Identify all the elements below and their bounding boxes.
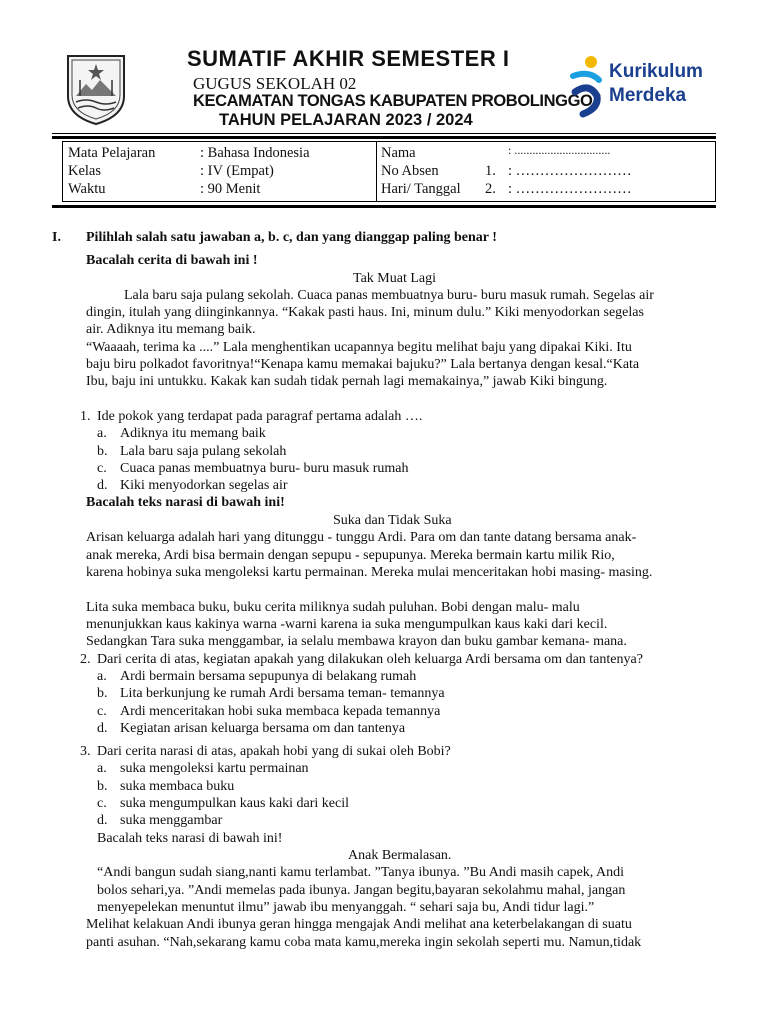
story1-line: air. Adiknya itu memang baik. [86, 322, 256, 337]
option-text: suka membaca buku [120, 779, 235, 794]
absent-no-number: 1. [485, 163, 496, 179]
academic-year: TAHUN PELAJARAN 2023 / 2024 [219, 111, 473, 129]
kurikulum-merdeka-logo [565, 52, 725, 122]
name-label: Nama [381, 145, 416, 161]
option-letter: b. [97, 444, 108, 459]
option-text: Cuaca panas membuatnya buru- buru masuk rumah [120, 461, 409, 476]
story2-prompt: Bacalah teks narasi di bawah ini! [86, 495, 285, 510]
story2-line: karena hobinya suka mengoleksi kartu permainan. Mereka mulai menceritakan hobi masing- masing. [86, 565, 653, 580]
question-number: 1. [80, 409, 91, 424]
option-letter: a. [97, 426, 107, 441]
header-rule-thick [52, 136, 716, 139]
option-text: suka mengoleksi kartu permainan [120, 761, 309, 776]
option-text: Ardi bermain bersama sepupunya di belakang rumah [120, 669, 417, 684]
probolinggo-regency-emblem-icon [64, 50, 128, 126]
logo-word-merdeka: Merdeka [609, 85, 687, 106]
absent-no-label: No Absen [381, 163, 439, 179]
story1-line: dingin, itulah yang diinginkannya. “Kakak pasti haus. Ini, minum dulu.” Kiki menyodorkan segelas [86, 305, 644, 320]
option-letter: c. [97, 796, 107, 811]
option-letter: c. [97, 461, 107, 476]
option-text: Ardi menceritakan hobi suka membaca kepada temannya [120, 704, 441, 719]
story2-line: Sedangkan Tara suka menggambar, ia selalu membawa krayon dan buku gambar kemana- mana. [86, 634, 627, 649]
section-number: I. [52, 230, 61, 245]
story3-prompt: Bacalah teks narasi di bawah ini! [97, 831, 283, 846]
story1-line: baju biru polkadot favoritnya!“Kenapa kamu memakai bajuku?” Lala bertanya dengan kesal.“Kata [86, 357, 640, 372]
option-letter: b. [97, 686, 108, 701]
story3-line: menyepelekan menuntut ilmu” jawab ibu menyanggah. “ sehari saja bu, Andi tidur lagi.” [97, 900, 595, 915]
kurikulum-merdeka-logo-icon [565, 52, 607, 122]
story2-line: menunjukkan kaus kakinya warna -warni karena ia suka mengumpulkan kaus kaki dari kecil. [86, 617, 608, 632]
story1-line: Ibu, baju ini untukku. Kakak kan sudah tidak pernah lagi memakainya,” jawab Kiki bingung. [86, 374, 608, 389]
exam-title: SUMATIF AKHIR SEMESTER I [187, 46, 510, 71]
story1-line: “Waaaah, terima ka ....” Lala menghentikan ucapannya begitu melihat baju yang dipakai Kiki. Itu [86, 340, 632, 355]
story3-line: panti asuhan. “Nah,sekarang kamu coba mata kamu,mereka ingin sekolah seperti mu. Namun,tidak [86, 935, 642, 950]
option-text: Lala baru saja pulang sekolah [120, 444, 287, 459]
regency-emblem [64, 50, 128, 126]
info-rule-thick [52, 205, 716, 208]
option-text: Kiki menyodorkan segelas air [120, 478, 288, 493]
class-label: Kelas [68, 163, 102, 179]
school-cluster: GUGUS SEKOLAH 02 [193, 74, 357, 93]
class-value: : IV (Empat) [200, 163, 274, 179]
subject-label: Mata Pelajaran [68, 145, 156, 161]
student-info-box [62, 141, 716, 202]
option-letter: c. [97, 704, 107, 719]
question-number: 2. [80, 652, 91, 667]
section-instruction: Pilihlah salah satu jawaban a, b. c, dan yang dianggap paling benar ! [86, 230, 497, 245]
option-letter: a. [97, 669, 107, 684]
date-field: : …………………… [508, 181, 632, 197]
district-name: KECAMATAN TONGAS KABUPATEN PROBOLINGGO [193, 92, 593, 110]
option-text: suka menggambar [120, 813, 223, 828]
info-divider [376, 142, 377, 201]
option-text: Adiknya itu memang baik [120, 426, 266, 441]
option-letter: a. [97, 761, 107, 776]
story3-line: bolos sehari,ya. ”Andi memelas pada ibunya. Jangan begitu,bayaran sekolahmu mahal, jangan [97, 883, 626, 898]
option-letter: d. [97, 478, 108, 493]
story2-line: Lita suka membaca buku, buku cerita miliknya sudah puluhan. Bobi dengan malu- malu [86, 600, 580, 615]
story3-title: Anak Bermalasan. [348, 848, 452, 863]
option-text: Lita berkunjung ke rumah Ardi bersama teman- temannya [120, 686, 445, 701]
story3-line: Melihat kelakuan Andi ibunya geran hingga mengajak Andi melihat ana keterbelakangan di suatu [86, 917, 632, 932]
question-text: Ide pokok yang terdapat pada paragraf pertama adalah …. [97, 409, 423, 424]
absent-no-field: : …………………… [508, 163, 632, 179]
story1-line: Lala baru saja pulang sekolah. Cuaca panas membuatnya buru- buru masuk rumah. Segelas air [124, 288, 654, 303]
question-number: 3. [80, 744, 91, 759]
question-text: Dari cerita narasi di atas, apakah hobi yang di sukai oleh Bobi? [97, 744, 451, 759]
header-rule-thin [52, 133, 716, 134]
question-text: Dari cerita di atas, kegiatan apakah yang dilakukan oleh keluarga Ardi bersama om dan tantenya? [97, 652, 643, 667]
story1-title: Tak Muat Lagi [353, 271, 436, 286]
subject-value: : Bahasa Indonesia [200, 145, 310, 161]
date-label: Hari/ Tanggal [381, 181, 461, 197]
option-letter: d. [97, 813, 108, 828]
name-field: : ................................ [508, 143, 611, 157]
story2-line: Arisan keluarga adalah hari yang ditunggu - tunggu Ardi. Para om dan tante datang bersama anak- [86, 530, 637, 545]
time-value: : 90 Menit [200, 181, 261, 197]
time-label: Waktu [68, 181, 106, 197]
story2-title: Suka dan Tidak Suka [333, 513, 452, 528]
story3-line: “Andi bangun sudah siang,nanti kamu terlambat. ”Tanya ibunya. ”Bu Andi masih capek, Andi [97, 865, 625, 880]
option-letter: b. [97, 779, 108, 794]
story1-prompt: Bacalah cerita di bawah ini ! [86, 253, 258, 268]
option-text: Kegiatan arisan keluarga bersama om dan tantenya [120, 721, 406, 736]
option-letter: d. [97, 721, 108, 736]
option-text: suka mengumpulkan kaus kaki dari kecil [120, 796, 349, 811]
logo-word-kurikulum: Kurikulum [609, 61, 703, 82]
date-number: 2. [485, 181, 496, 197]
story2-line: anak mereka, Ardi bisa bermain dengan sepupu - sepupunya. Mereka bermain kartu milik Rio, [86, 548, 615, 563]
